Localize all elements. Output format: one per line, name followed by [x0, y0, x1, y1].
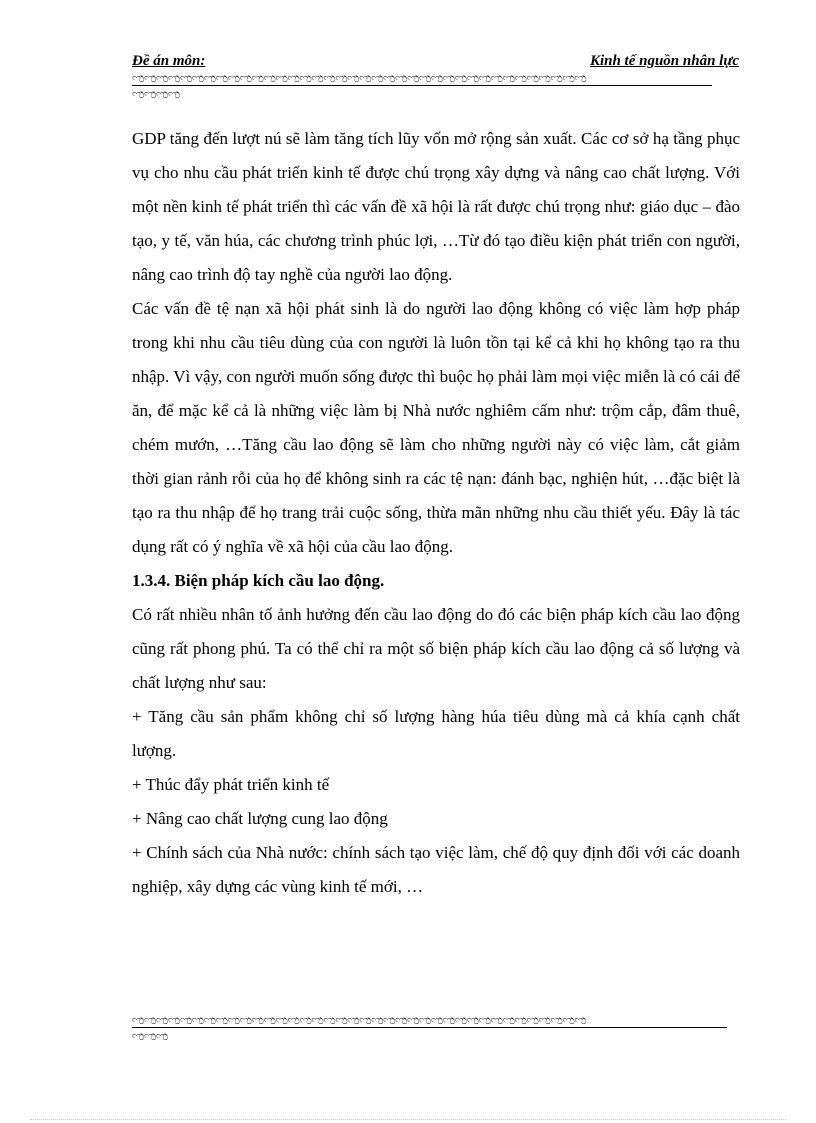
header-row: [132, 52, 739, 70]
footer-ornament-line-1: ಌಌಌಌಌಌಌಌಌಌಌಌಌಌಌಌಌಌಌಌಌಌಌಌಌಌಌಌಌಌಌಌಌಌಌಌಌಌ: [132, 1012, 727, 1028]
page-footer: [132, 1012, 727, 1043]
paragraph-measures-intro: Có rất nhiều nhân tố ảnh hưởng đến cầu lao động do đó các biện pháp kích cầu lao động cũng rất phong phú. Ta có thể chỉ ra một số biện pháp kích cầu lao động cả số lượng và chất lượng như sau:: [132, 605, 740, 692]
section-heading: 1.3.4. Biện pháp kích cầu lao động.: [132, 571, 385, 590]
header-ornament-line-1: ಌಌಌಌಌಌಌಌಌಌಌಌಌಌಌಌಌಌಌಌಌಌಌಌಌಌಌಌಌಌಌಌಌಌಌಌಌಌ: [132, 70, 712, 86]
bullet-item: + Chính sách của Nhà nước: chính sách tạo việc làm, chế độ quy định đối với các doanh nghiệp, xây dựng các vùng kinh tế mới, …: [132, 843, 740, 896]
footer-ornament-line-2: ಌಌಌ: [132, 1028, 168, 1043]
bullet-item: + Nâng cao chất lượng cung lao động: [132, 809, 388, 828]
header-subject-label: Đề án môn:: [132, 53, 206, 69]
bullet-item: + Tăng cầu sản phẩm không chỉ số lượng hàng húa tiêu dùng mà cả khía cạnh chất lượng.: [132, 707, 740, 760]
page-header: [132, 52, 739, 101]
header-ornament-line-2: ಌಌಌಌ: [132, 86, 180, 101]
header-course-title: Kinh tế nguồn nhân lực: [589, 53, 739, 69]
document-body: [132, 122, 740, 904]
paragraph-social-issues: Các vấn đề tệ nạn xã hội phát sinh là do người lao động không có việc làm hợp pháp trong khi nhu cầu tiêu dùng của con người là luôn tồn tại kể cả khi họ không tạo ra thu nhập. Vì vậy, con người muốn sống được thì buộc họ phải làm mọi việc miễn là có cái để ăn, để mặc kể cả là những việc làm bị Nhà nước nghiêm cấm như: trộm cắp, đâm thuê, chém mướn, …Tăng cầu lao động sẽ làm cho những người này có việc làm, cắt giảm thời gian rảnh rỗi của họ để không sinh ra các tệ nạn: đánh bạc, nghiện hút, …đặc biệt là tạo ra thu nhập để họ trang trải cuộc sống, thừa mãn những nhu cầu thiết yếu. Đây là tác dụng rất có ý nghĩa về xã hội của cầu lao động.: [132, 299, 740, 556]
paragraph-gdp: GDP tăng đến lượt nú sẽ làm tăng tích lũy vốn mở rộng sản xuất. Các cơ sở hạ tầng phục vụ cho nhu cầu phát triển kinh tế được chú trọng xây dựng và nâng cao chất lượng. Với một nền kinh tế phát triển thì các vấn đề xã hội là rất được chú trọng như: giáo dục – đào tạo, y tế, văn húa, các chương trình phúc lợi, …Từ đó tạo điều kiện phát triển con người, nâng cao trình độ tay nghề của người lao động.: [132, 129, 740, 284]
page-edge-divider: [30, 1119, 786, 1120]
bullet-item: + Thúc đẩy phát triển kinh tế: [132, 775, 330, 794]
